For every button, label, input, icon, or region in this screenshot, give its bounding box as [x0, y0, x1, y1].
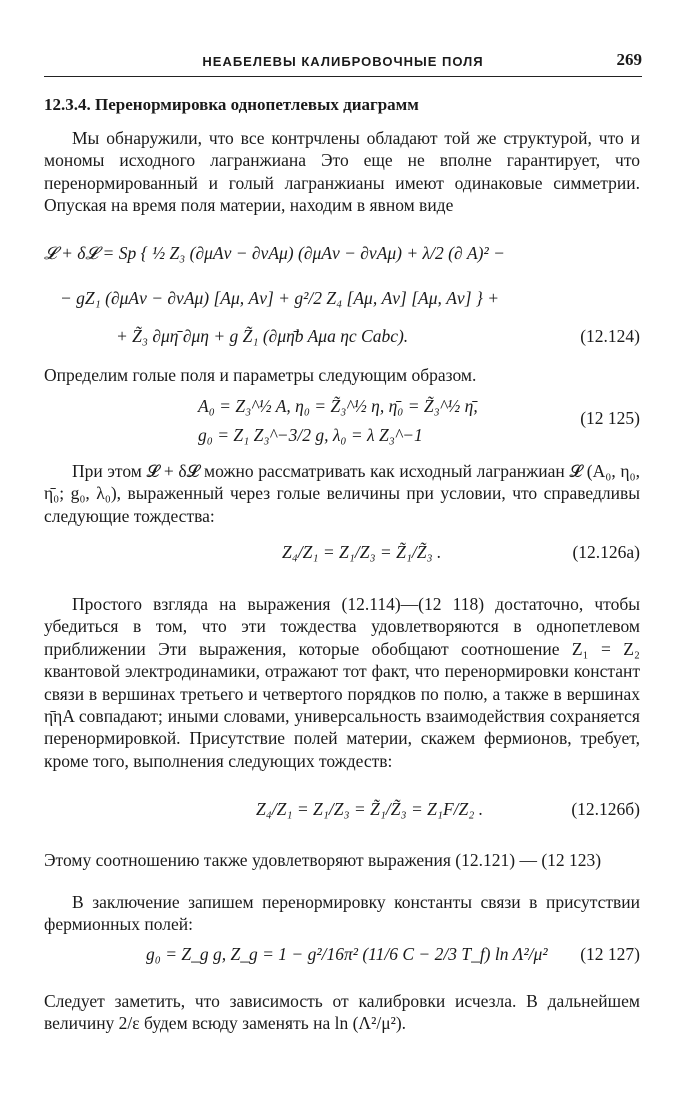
equation-number-12-124: (12.124): [580, 326, 640, 346]
paragraph-gauge-independence: Следует заметить, что зависимость от калибровки исчезла. В дальнейшем величину 2/ε будем всюду заменять на ln (Λ²/μ²).: [44, 991, 640, 1034]
paragraph-bare-lagrangian: При этом 𝓛 + δ𝓛 можно рассматривать как исходный лагранжиан 𝓛 (A₀, η₀, η̄₀; g₀, λ₀), выраженный через голые величины при условии, что справедливы следующие тождества:: [44, 461, 640, 526]
equation-12-124-line-1: 𝓛 + δ𝓛 = Sp { ½ Z₃ (∂μAν − ∂νAμ) (∂μAν − ∂νAμ) + λ/2 (∂ A)² −: [44, 243, 505, 263]
paragraph-relation: Этому соотношению также удовлетворяют выражения (12.121) — (12 123): [44, 850, 602, 870]
equation-number-12-126b: (12.126б): [571, 799, 640, 819]
equation-12-126a: Z₄/Z₁ = Z₁/Z₃ = Z̃₁/Z̃₃ .: [282, 542, 442, 562]
running-title: НЕАБЕЛЕВЫ КАЛИБРОВОЧНЫЕ ПОЛЯ: [202, 54, 484, 69]
equation-12-125-line-2: g₀ = Z₁ Z₃^−3/2 g, λ₀ = λ Z₃^−1: [198, 425, 423, 445]
page-header: [44, 48, 642, 77]
paragraph-identities-check: Простого взгляда на выражения (12.114)—(12 118) достаточно, чтобы убедиться в том, что эти тождества удовлетворяются в однопетлевом приближении Эти выражения, которые обобщают соотношение Z₁ = Z₂ квантовой электродинамики, отражают тот факт, что перенормировки констант связи в вершинах третьего и четвертого порядков по полю, а также в вершинах η̄ηA совпадают; иными словами, универсальность взаимодействия сохраняется перенормировкой. Присутствие полей материи, скажем фермионов, требует, кроме того, выполнения следующих тождеств:: [44, 594, 640, 771]
paragraph-definitions: Определим голые поля и параметры следующим образом.: [44, 365, 477, 385]
equation-number-12-127: (12 127): [580, 944, 640, 964]
equation-12-125-line-1: A₀ = Z₃^½ A, η₀ = Z̃₃^½ η, η̄₀ = Z̃₃^½ η̄,: [198, 396, 478, 416]
page-number: 269: [616, 50, 642, 69]
paragraph-conclusion: В заключение запишем перенормировку константы связи в присутствии фермионных полей:: [44, 892, 640, 935]
paragraph-intro: Мы обнаружили, что все контрчлены обладают той же структурой, что и мономы исходного лагранжиана Это еще не вполне гарантирует, что перенормированный и голый лагранжианы имеют одинаковые симметрии. Опуская на время поля материи, находим в явном виде: [44, 128, 640, 216]
equation-12-126b: Z₄/Z₁ = Z₁/Z₃ = Z̃₁/Z̃₃ = Z₁F/Z₂ .: [256, 799, 484, 819]
equation-12-124-line-3: + Z̃₃ ∂μη̄ ∂μη + g Z̃₁ (∂μη̄b Aμa ηc Cabc).: [116, 326, 409, 346]
equation-number-12-125: (12 125): [580, 408, 640, 428]
equation-number-12-126a: (12.126а): [572, 542, 640, 562]
equation-12-124-line-2: − gZ₁ (∂μAν − ∂νAμ) [Aμ, Aν] + g²/2 Z₄ [Aμ, Aν] [Aμ, Aν] } +: [60, 288, 500, 308]
equation-12-127: g₀ = Z_g g, Z_g = 1 − g²/16π² (11/6 C − 2/3 T_f) ln Λ²/μ²: [146, 944, 548, 964]
section-heading: 12.3.4. Перенормировка однопетлевых диаграмм: [44, 95, 419, 114]
